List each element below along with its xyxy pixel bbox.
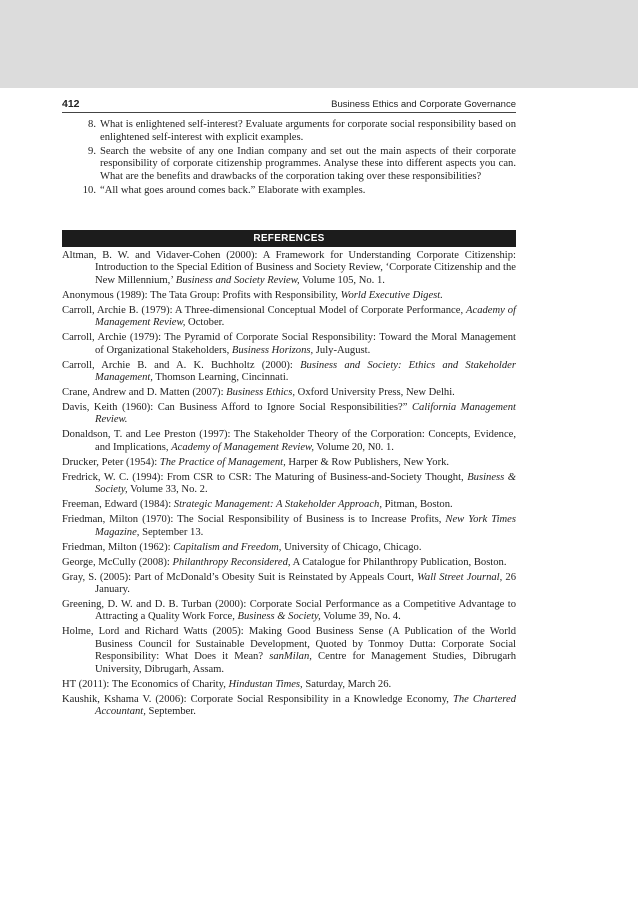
reference-text-tail: September 13.: [139, 526, 204, 538]
question-number: 10.: [82, 184, 96, 196]
reference-source-title: The Chartered Accountant,: [95, 693, 516, 718]
reference-text-tail: 26 January.: [95, 571, 516, 596]
reference-text-tail: A Catalogue for Philanthropy Publication, Boston.: [290, 556, 507, 568]
reference-entry: [62, 472, 516, 497]
reference-text: George, McCully (2008):: [62, 556, 173, 568]
question-text: What is enlightened self-interest? Evaluate arguments for corporate social responsibility based on enlightened self-interest with explicit examples.: [100, 119, 516, 143]
reference-text: Crane, Andrew and D. Matten (2007):: [62, 387, 227, 399]
reference-entry: [62, 402, 516, 427]
reference-text-tail: July-August.: [313, 344, 371, 356]
reference-entry: [62, 332, 516, 357]
reference-source-title: The Practice of Management,: [159, 456, 286, 468]
reference-text: Anonymous (1989): The Tata Group: Profits with Responsibility,: [62, 289, 341, 301]
scan-top-band: [0, 0, 638, 88]
reference-entry: [62, 572, 516, 597]
reference-source-title: Business & Society,: [237, 611, 321, 623]
reference-entry: [62, 542, 516, 554]
reference-text: Kaushik, Kshama V. (2006): Corporate Social Responsibility in a Knowledge Economy,: [62, 693, 453, 705]
reference-text: Friedman, Milton (1962):: [62, 541, 174, 553]
reference-source-title: Business Ethics,: [226, 387, 296, 399]
reference-text: Drucker, Peter (1954):: [62, 456, 160, 468]
reference-text-tail: Volume 20, N0. 1.: [313, 441, 394, 453]
reference-text-tail: September.: [145, 706, 196, 718]
reference-entry: [62, 429, 516, 454]
references-list: [62, 250, 516, 721]
reference-text: HT (2011): The Economics of Charity,: [62, 678, 229, 690]
reference-source-title: Capitalism and Freedom,: [173, 541, 282, 553]
page-number: 412: [62, 98, 80, 110]
reference-source-title: Business and Society: Ethics and Stakeholder Management,: [95, 359, 516, 384]
reference-text-tail: October.: [185, 317, 225, 329]
question-item: [62, 185, 516, 198]
reference-text-tail: Thomson Learning, Cincinnati.: [152, 372, 289, 384]
reference-entry: [62, 557, 516, 569]
reference-source-title: Hindustan Times,: [228, 678, 303, 690]
reference-source-title: Business and Society Review,: [175, 274, 300, 286]
reference-source-title: sanMilan,: [269, 651, 312, 663]
reference-source-title: Business Horizons,: [231, 344, 314, 356]
reference-text: Holme, Lord and Richard Watts (2005): Making Good Business Sense (A Publication of the World Business Council for Sustainable Development, Quoted by Tonmoy Dutta: Corporate Social Responsibility: What Does it Mean?: [62, 626, 516, 663]
reference-text: Carroll, Archie B. (1979): A Three-dimensional Conceptual Model of Corporate Performance,: [62, 304, 467, 316]
reference-entry: [62, 360, 516, 385]
reference-source-title: World Executive Digest.: [340, 289, 443, 301]
question-number: 9.: [88, 145, 96, 157]
reference-text-tail: Volume 33, No. 2.: [127, 484, 208, 496]
references-heading: REFERENCES: [62, 230, 516, 247]
reference-text-tail: Volume 105, No. 1.: [299, 274, 385, 286]
reference-text: Carroll, Archie (1979): The Pyramid of Corporate Social Responsibility: Toward the Moral Management of Organizational Stakeholders,: [62, 332, 516, 356]
reference-text: Altman, B. W. and Vidaver-Cohen (2000): A Framework for Understanding Corporate Citizenship: Introduction to the Special Edition of Business and Society Review, ‘Corporate Citizenship and the New Millennium,’: [62, 250, 516, 286]
reference-entry: [62, 290, 516, 302]
page-header: [62, 98, 516, 113]
running-head: Business Ethics and Corporate Governance: [331, 99, 516, 110]
reference-entry: [62, 305, 516, 330]
reference-text-tail: Saturday, March 26.: [302, 678, 392, 690]
reference-source-title: New York Times Magazine,: [95, 514, 516, 538]
reference-entry: [62, 387, 516, 399]
reference-entry: [62, 679, 516, 691]
reference-text-tail: Centre for Management Studies, Dibrugarh University, Dibrugarh, Assam.: [95, 651, 516, 675]
reference-text: Freeman, Edward (1984):: [62, 499, 174, 511]
reference-entry: [62, 250, 516, 287]
reference-source-title: Academy of Management Review,: [95, 304, 516, 329]
reference-text: Gray, S. (2005): Part of McDonald’s Obesity Suit is Reinstated by Appeals Court,: [62, 571, 418, 583]
reference-text: Fredrick, W. C. (1994): From CSR to CSR: The Maturing of Business-and-Society Thought,: [62, 471, 468, 483]
reference-text-tail: Pitman, Boston.: [382, 499, 453, 511]
reference-text: Carroll, Archie B. and A. K. Buchholtz (2000):: [62, 359, 301, 371]
reference-source-title: Philanthropy Reconsidered,: [172, 556, 291, 568]
reference-text-tail: Harper & Row Publishers, New York.: [285, 456, 450, 468]
reference-entry: [62, 599, 516, 624]
reference-source-title: Wall Street Journal,: [417, 571, 503, 583]
reference-source-title: Strategic Management: A Stakeholder Approach,: [173, 499, 383, 511]
reference-entry: [62, 499, 516, 511]
question-text: Search the website of any one Indian company and set out the main aspects of their corporate responsibility of corporate citizenship programmes. Analyse these into different aspects you can. What are the benefits and drawbacks of the corporation taking over these responsibilities?: [100, 145, 516, 182]
reference-text-tail: Volume 39, No. 4.: [320, 611, 401, 623]
reference-text: Davis, Keith (1960): Can Business Afford to Ignore Social Responsibilities?”: [62, 402, 412, 414]
review-questions-list: [62, 119, 516, 199]
reference-source-title: Business & Society,: [95, 471, 516, 496]
reference-source-title: California Management Review.: [95, 402, 516, 426]
reference-text: Greening, D. W. and D. B. Turban (2000): Corporate Social Performance as a Competitive Advantage to Attracting a Quality Work Force,: [62, 599, 516, 623]
reference-source-title: Academy of Management Review,: [171, 441, 314, 453]
reference-entry: [62, 694, 516, 719]
reference-text: Friedman, Milton (1970): The Social Responsibility of Business is to Increase Profits,: [62, 514, 446, 526]
question-number: 8.: [88, 119, 96, 130]
reference-entry: [62, 514, 516, 539]
reference-entry: [62, 626, 516, 676]
question-text: “All what goes around comes back.” Elaborate with examples.: [100, 184, 366, 196]
reference-text-tail: Oxford University Press, New Delhi.: [295, 387, 455, 399]
reference-text-tail: University of Chicago, Chicago.: [281, 541, 422, 553]
reference-text: Donaldson, T. and Lee Preston (1997): The Stakeholder Theory of the Corporation: Concepts, Evidence, and Implications,: [62, 429, 516, 453]
question-item: [62, 119, 516, 144]
reference-entry: [62, 457, 516, 469]
question-item: [62, 146, 516, 184]
